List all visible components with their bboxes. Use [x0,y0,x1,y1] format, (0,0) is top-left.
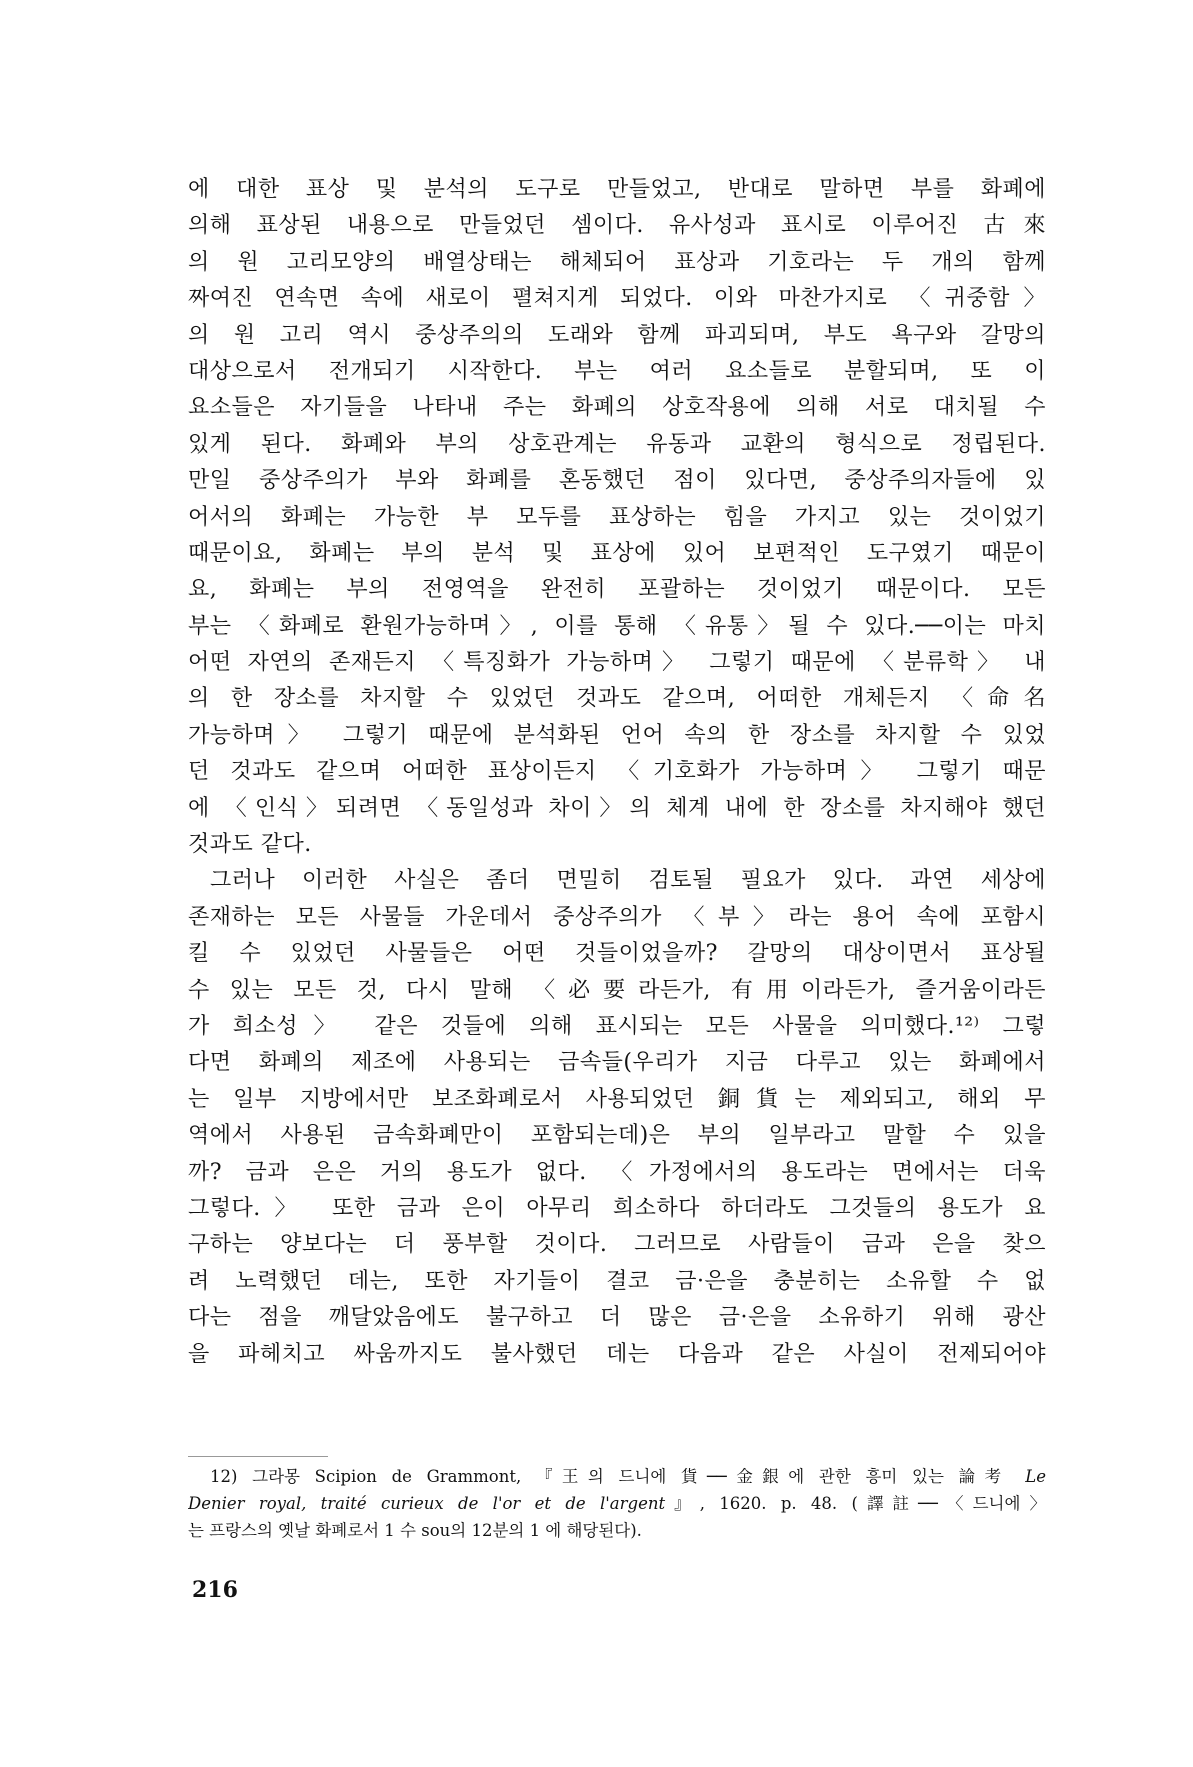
footnote-title-italic: Le [1025,1467,1046,1486]
body-line: 어서의 화폐는 가능한 부 모두를 표상하는 힘을 가지고 있는 것이었기 [188,504,1046,530]
footnote-line [188,1463,1046,1490]
footnote-divider [188,1456,328,1457]
footnote-line [188,1490,1046,1517]
body-line: 존재하는 모든 사물들 가운데서 중상주의가 〈부〉라는 용어 속에 포함시 [188,904,1046,930]
body-line: 다면 화폐의 제조에 사용되는 금속들(우리가 지금 다루고 있는 화폐에서 [188,1050,1046,1076]
body-line: 만일 중상주의가 부와 화폐를 혼동했던 점이 있다면, 중상주의자들에 있 [188,468,1046,494]
footnote-text: 』, 1620. p. 48. (譯註──〈드니에〉 [665,1494,1046,1513]
body-line: 때문이요, 화폐는 부의 분석 및 표상에 있어 보편적인 도구였기 때문이 [188,540,1046,566]
body-line: 그렇다.〉 또한 금과 은이 아무리 희소하다 하더라도 그것들의 용도가 요 [188,1195,1046,1221]
body-line: 가능하며〉 그렇기 때문에 분석화된 언어 속의 한 장소를 차지할 수 있었 [188,722,1046,748]
body-line: 역에서 사용된 금속화폐만이 포함되는데)은 부의 일부라고 말할 수 있을 [188,1123,1046,1149]
body-line: 에 대한 표상 및 분석의 도구로 만들었고, 반대로 말하면 부를 화폐에 [188,177,1046,202]
body-line: 부는 〈화폐로 환원가능하며〉, 이를 통해 〈유통〉될 수 있다.──이는 마치 [188,613,1046,639]
body-line: 것과도 같다. [188,832,312,858]
body-line: 요, 화폐는 부의 전영역을 완전히 포괄하는 것이었기 때문이다. 모든 [188,577,1046,603]
footnote-line: 는 프랑스의 옛날 화폐로서 1 수 sou의 12분의 1 에 해당된다). [188,1521,642,1540]
body-line: 의 한 장소를 차지할 수 있었던 것과도 같으며, 어떠한 개체든지 〈命名 [188,686,1046,712]
page-number: 216 [192,1577,238,1603]
footnote [188,1463,1046,1544]
body-line: 구하는 양보다는 더 풍부할 것이다. 그러므로 사람들이 금과 은을 찾으 [188,1232,1046,1258]
body-line: 대상으로서 전개되기 시작한다. 부는 여러 요소들로 분할되며, 또 이 [188,358,1046,384]
body-text [188,172,1046,1373]
footnote-title-italic: Denier royal, traité curieux de l'or et de l'argent [188,1494,666,1513]
body-line: 다는 점을 깨달았음에도 불구하고 더 많은 금·은을 소유하기 위해 광산 [188,1305,1046,1331]
body-line: 요소들은 자기들을 나타내 주는 화폐의 상호작용에 의해 서로 대치될 수 [188,395,1046,421]
footnote-text: 12) 그라몽 Scipion de Grammont, 『王의 드니에 貨──金銀에 관한 흥미 있는 論考 [210,1467,1026,1486]
body-line: 의 원 고리 역시 중상주의의 도래와 함께 파괴되며, 부도 욕구와 갈망의 [188,322,1046,348]
paragraph-first-line: 그러나 이러한 사실은 좀더 면밀히 검토될 필요가 있다. 과연 세상에 [210,868,1046,894]
body-line: 킬 수 있었던 사물들은 어떤 것들이었을까? 갈망의 대상이면서 표상될 [188,941,1046,967]
body-line: 의 원 고리모양의 배열상태는 해체되어 표상과 기호라는 두 개의 함께 [188,249,1046,275]
body-line: 가 희소성〉 같은 것들에 의해 표시되는 모든 사물을 의미했다.¹²⁾ 그렇 [188,1013,1046,1039]
body-line: 수 있는 모든 것, 다시 말해 〈必要라든가, 有用이라든가, 즐거움이라든 [188,977,1046,1003]
body-line: 을 파헤치고 싸움까지도 불사했던 데는 다음과 같은 사실이 전제되어야 [188,1341,1046,1367]
body-line: 는 일부 지방에서만 보조화폐로서 사용되었던 銅貨는 제외되고, 해외 무 [188,1086,1046,1112]
body-line: 려 노력했던 데는, 또한 자기들이 결코 금·은을 충분히는 소유할 수 없 [188,1268,1046,1294]
body-line: 의해 표상된 내용으로 만들었던 셈이다. 유사성과 표시로 이루어진 古來 [188,213,1046,239]
body-line: 까? 금과 은은 거의 용도가 없다. 〈가정에서의 용도라는 면에서는 더욱 [188,1159,1046,1185]
body-line: 짜여진 연속면 속에 새로이 펼쳐지게 되었다. 이와 마찬가지로 〈귀중함〉 [188,286,1046,312]
body-line: 있게 된다. 화폐와 부의 상호관계는 유동과 교환의 형식으로 정립된다. [188,431,1046,457]
body-line: 어떤 자연의 존재든지 〈특징화가 가능하며〉 그렇기 때문에 〈분류학〉 내 [188,650,1046,676]
body-line: 던 것과도 같으며 어떠한 표상이든지 〈기호화가 가능하며〉 그렇기 때문 [188,759,1046,785]
body-line: 에 〈인식〉되려면 〈동일성과 차이〉의 체계 내에 한 장소를 차지해야 했던 [188,795,1046,821]
